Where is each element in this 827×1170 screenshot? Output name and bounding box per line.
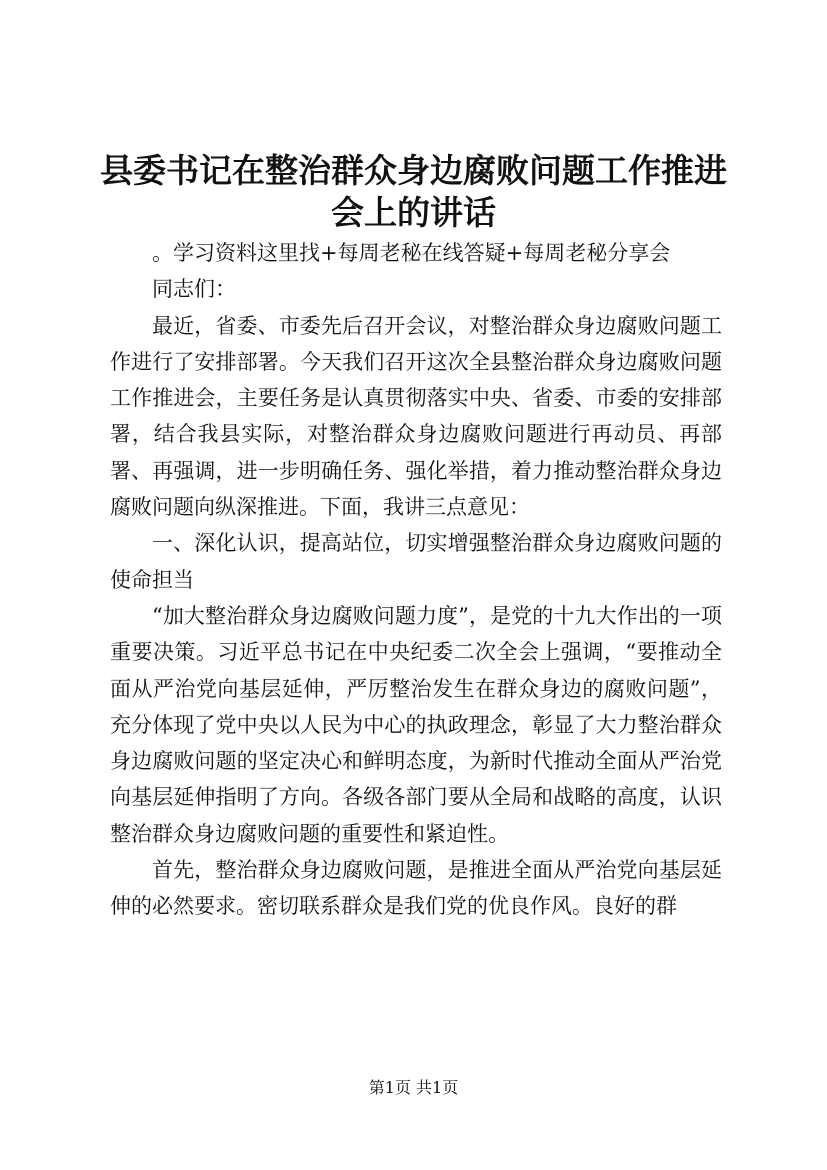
- document-body: [110, 235, 722, 925]
- paragraph-intro: 最近，省委、市委先后召开会议，对整治群众身边腐败问题工作进行了安排部署。今天我们召开这次全县整治群众身边腐败问题工作推进会，主要任务是认真贯彻落实中央、省委、市委的安排部署，结合我县实际，对整治群众身边腐败问题进行再动员、再部署、再强调，进一步明确任务、强化举措，着力推动整治群众身边腐败问题向纵深推进。下面，我讲三点意见：: [110, 313, 722, 520]
- paragraph-decision: “加大整治群众身边腐败问题力度”，是党的十九大作出的一项重要决策。习近平总书记在中央纪委二次全会上强调，“要推动全面从严治党向基层延伸，严厉整治发生在群众身边的腐败问题”，充分体现了党中央以人民为中心的执政理念，彰显了大力整治群众身边腐败问题的坚定决心和鲜明态度，为新时代推动全面从严治党向基层延伸指明了方向。各级各部门要从全局和战略的高度，认识整治群众身边腐败问题的重要性和紧迫性。: [110, 603, 722, 846]
- document-title: 县委书记在整治群众身边腐败问题工作推进会上的讲话: [100, 151, 727, 232]
- paragraph-resources: 。学习资料这里找+每周老秘在线答疑+每周老秘分享会: [152, 241, 671, 265]
- paragraph-first-point: 首先，整治群众身边腐败问题，是推进全面从严治党向基层延伸的必然要求。密切联系群众是我们党的优良作风。良好的群: [110, 858, 722, 919]
- paragraph-salutation: 同志们：: [152, 277, 236, 302]
- page-footer: 第1页 共1页: [368, 1078, 459, 1097]
- section-heading-1: 一、深化认识，提高站位，切实增强整治群众身边腐败问题的使命担当: [110, 531, 722, 592]
